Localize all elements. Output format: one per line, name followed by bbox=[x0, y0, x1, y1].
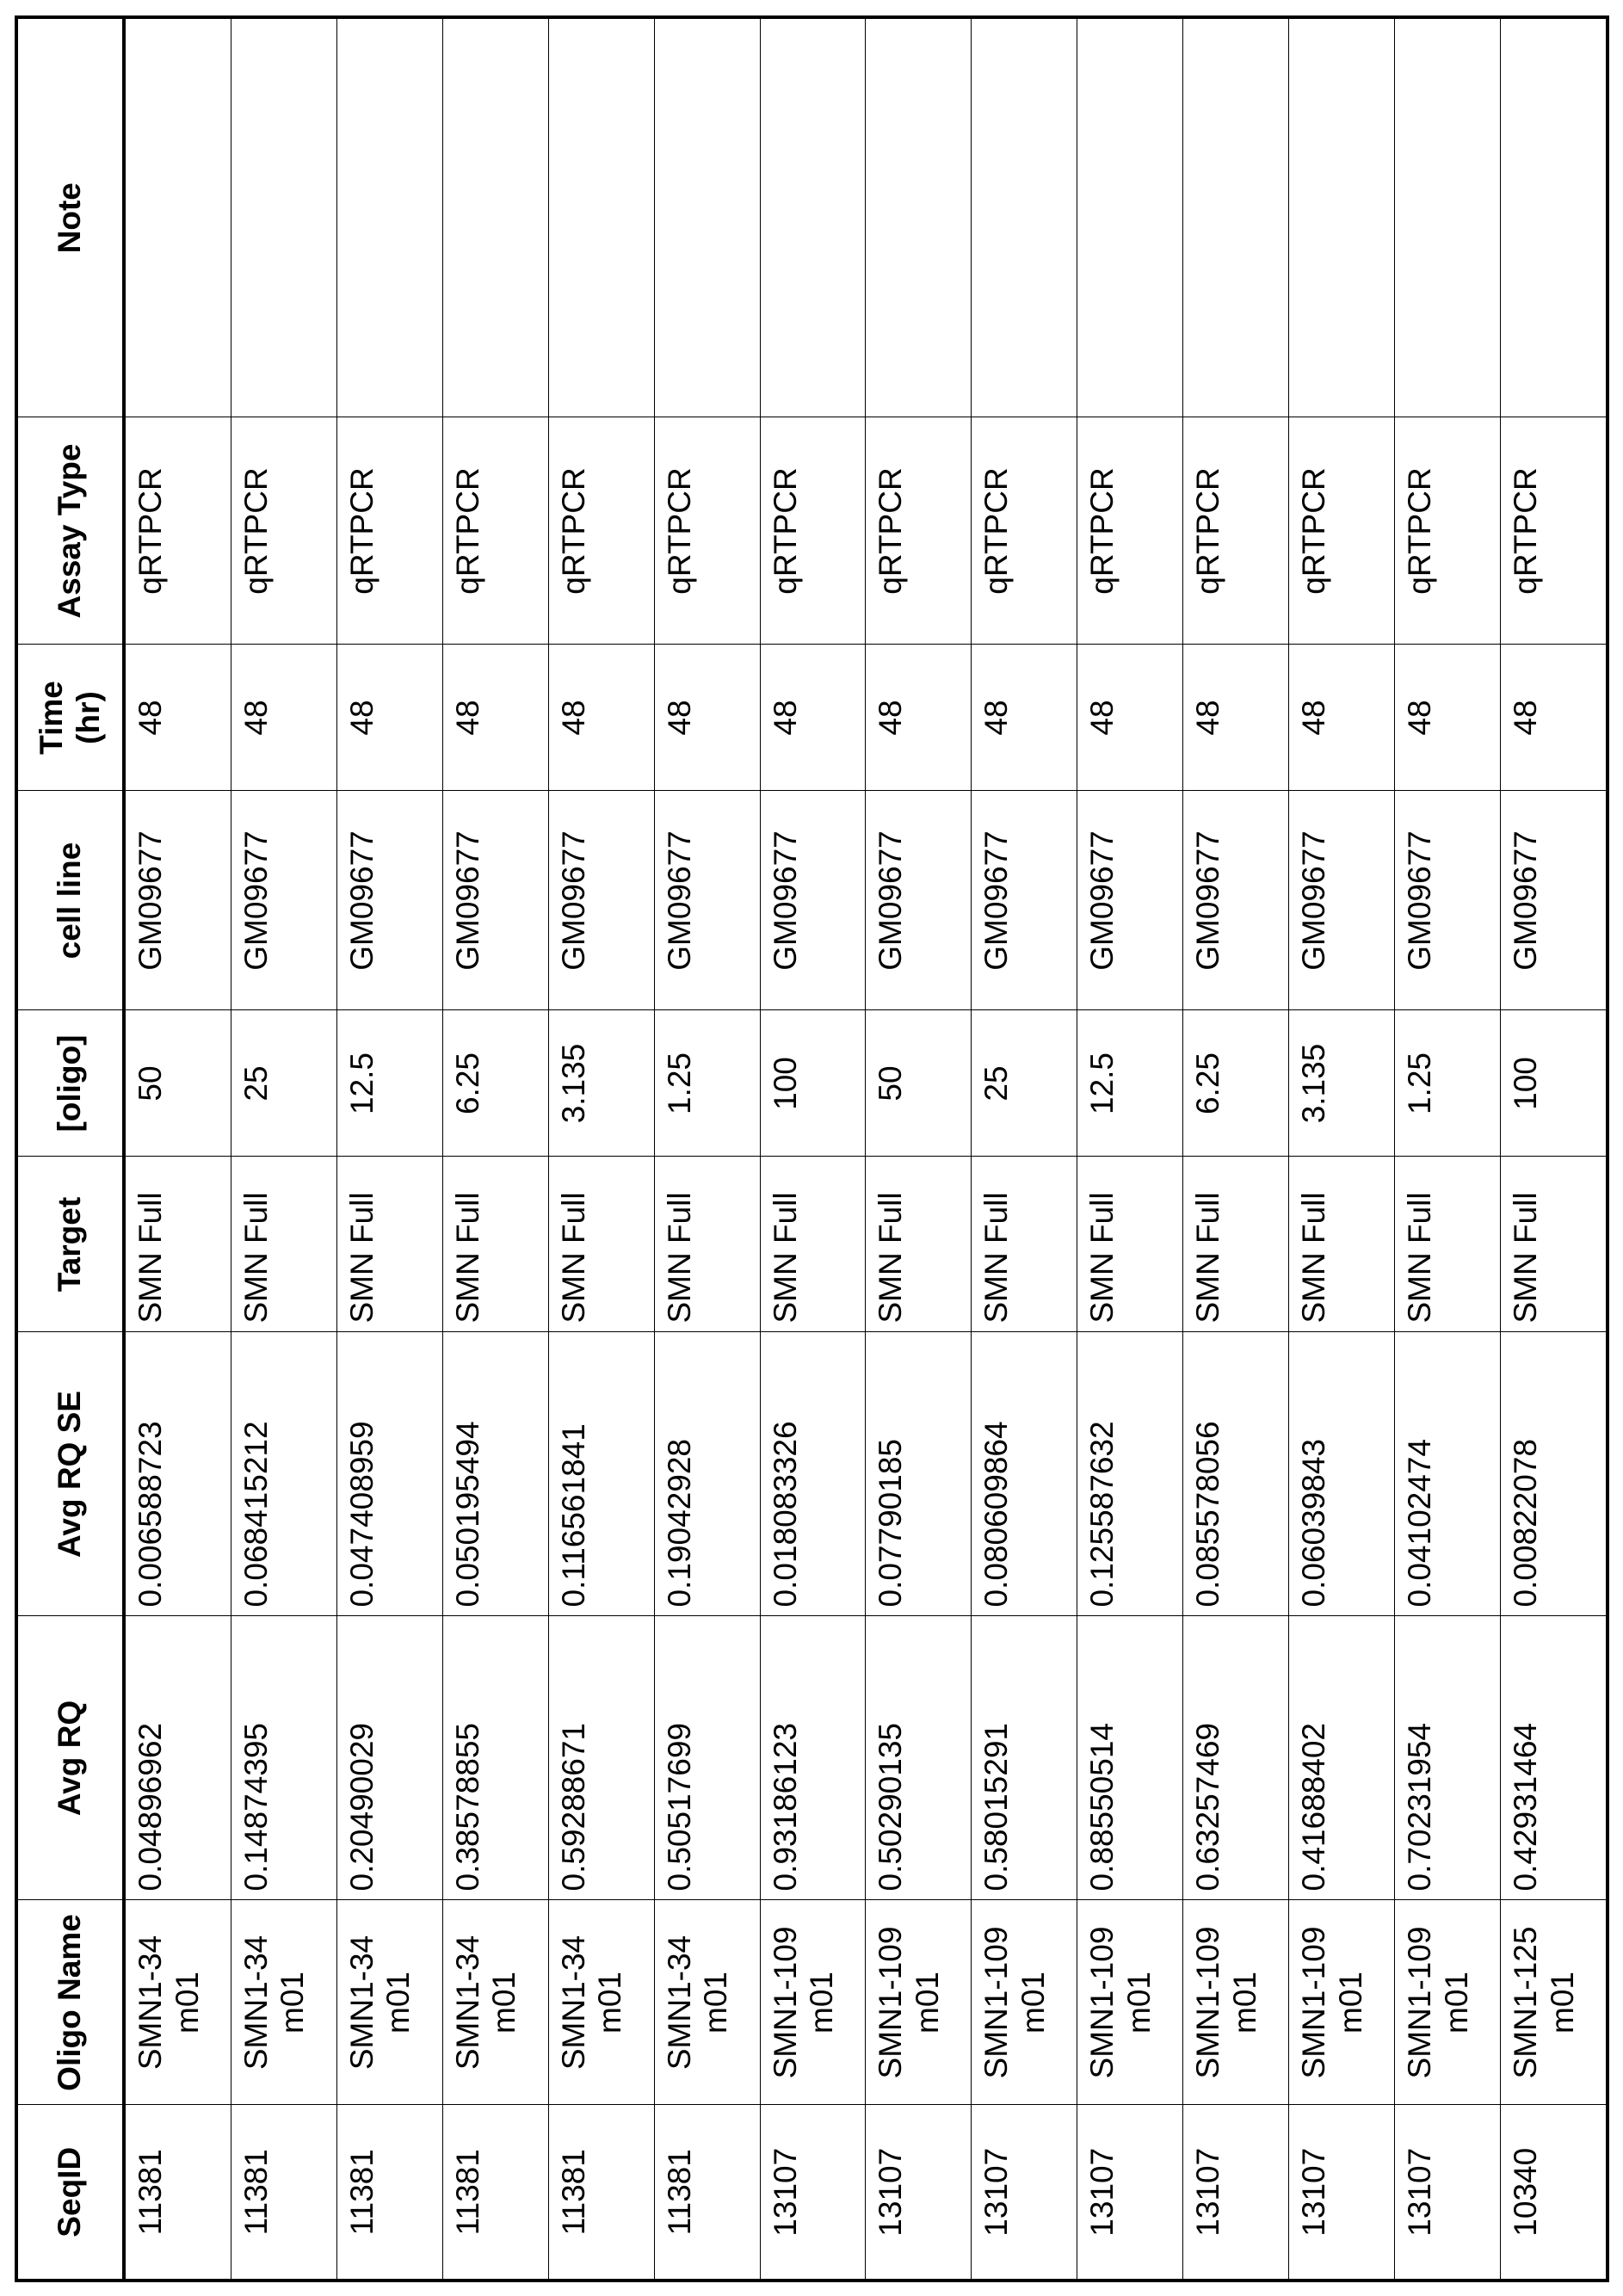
cell-seqid: 11381 bbox=[654, 2105, 760, 2281]
cell-assay-type: qRTPCR bbox=[1395, 417, 1501, 645]
cell-cell-line: GM09677 bbox=[231, 791, 336, 1010]
cell-oligo-name: SMN1-34 m01 bbox=[336, 1900, 442, 2105]
cell-assay-type: qRTPCR bbox=[866, 417, 972, 645]
cell-cell-line: GM09677 bbox=[442, 791, 548, 1010]
cell-oligo-name: SMN1-125 m01 bbox=[1501, 1900, 1608, 2105]
cell-seqid: 13107 bbox=[1183, 2105, 1289, 2281]
header-avg-rq: Avg RQ bbox=[16, 1616, 124, 1900]
cell-assay-type: qRTPCR bbox=[654, 417, 760, 645]
cell-avg-rq-se: 0.00822078 bbox=[1501, 1332, 1608, 1616]
cell-avg-rq: 0.93186123 bbox=[760, 1616, 866, 1900]
cell-note bbox=[866, 17, 972, 417]
cell-seqid: 11381 bbox=[231, 2105, 336, 2281]
cell-cell-line: GM09677 bbox=[760, 791, 866, 1010]
cell-oligo-concentration: 6.25 bbox=[442, 1010, 548, 1157]
cell-oligo-name: SMN1-109 m01 bbox=[866, 1900, 972, 2105]
cell-avg-rq-se: 0.050195494 bbox=[442, 1332, 548, 1616]
cell-oligo-concentration: 100 bbox=[1501, 1010, 1608, 1157]
cell-oligo-name: SMN1-34 m01 bbox=[124, 1900, 231, 2105]
cell-avg-rq: 0.41688402 bbox=[1289, 1616, 1395, 1900]
cell-cell-line: GM09677 bbox=[548, 791, 654, 1010]
cell-note bbox=[548, 17, 654, 417]
cell-avg-rq-se: 0.080609864 bbox=[972, 1332, 1077, 1616]
table-row bbox=[336, 17, 442, 2281]
cell-assay-type: qRTPCR bbox=[442, 417, 548, 645]
table-row bbox=[442, 17, 548, 2281]
cell-avg-rq-se: 0.006588723 bbox=[124, 1332, 231, 1616]
cell-time-hr: 48 bbox=[654, 645, 760, 791]
cell-target: SMN Full bbox=[972, 1157, 1077, 1332]
cell-assay-type: qRTPCR bbox=[336, 417, 442, 645]
cell-target: SMN Full bbox=[442, 1157, 548, 1332]
cell-note bbox=[760, 17, 866, 417]
cell-avg-rq: 0.63257469 bbox=[1183, 1616, 1289, 1900]
cell-assay-type: qRTPCR bbox=[1501, 417, 1608, 645]
header-avg-rq-se: Avg RQ SE bbox=[16, 1332, 124, 1616]
cell-avg-rq-se: 0.116561841 bbox=[548, 1332, 654, 1616]
header-note: Note bbox=[16, 17, 124, 417]
cell-seqid: 11381 bbox=[124, 2105, 231, 2281]
cell-seqid: 13107 bbox=[1289, 2105, 1395, 2281]
cell-avg-rq: 0.59288671 bbox=[548, 1616, 654, 1900]
cell-cell-line: GM09677 bbox=[1077, 791, 1183, 1010]
table-row bbox=[1077, 17, 1183, 2281]
cell-seqid: 10340 bbox=[1501, 2105, 1608, 2281]
cell-cell-line: GM09677 bbox=[972, 791, 1077, 1010]
cell-seqid: 13107 bbox=[760, 2105, 866, 2281]
cell-avg-rq-se: 0.018083326 bbox=[760, 1332, 866, 1616]
cell-oligo-concentration: 50 bbox=[124, 1010, 231, 1157]
cell-time-hr: 48 bbox=[1183, 645, 1289, 791]
cell-avg-rq-se: 0.19042928 bbox=[654, 1332, 760, 1616]
table-row bbox=[972, 17, 1077, 2281]
cell-time-hr: 48 bbox=[1077, 645, 1183, 791]
header-target: Target bbox=[16, 1157, 124, 1332]
cell-assay-type: qRTPCR bbox=[1289, 417, 1395, 645]
cell-seqid: 13107 bbox=[972, 2105, 1077, 2281]
cell-avg-rq-se: 0.04102474 bbox=[1395, 1332, 1501, 1616]
cell-time-hr: 48 bbox=[124, 645, 231, 791]
cell-oligo-name: SMN1-34 m01 bbox=[654, 1900, 760, 2105]
cell-oligo-name: SMN1-109 m01 bbox=[760, 1900, 866, 2105]
cell-oligo-concentration: 12.5 bbox=[336, 1010, 442, 1157]
cell-assay-type: qRTPCR bbox=[231, 417, 336, 645]
table-row bbox=[1395, 17, 1501, 2281]
cell-target: SMN Full bbox=[760, 1157, 866, 1332]
cell-time-hr: 48 bbox=[231, 645, 336, 791]
cell-time-hr: 48 bbox=[972, 645, 1077, 791]
cell-oligo-concentration: 12.5 bbox=[1077, 1010, 1183, 1157]
cell-time-hr: 48 bbox=[1395, 645, 1501, 791]
cell-assay-type: qRTPCR bbox=[124, 417, 231, 645]
header-cell-line: cell line bbox=[16, 791, 124, 1010]
cell-target: SMN Full bbox=[124, 1157, 231, 1332]
cell-time-hr: 48 bbox=[1501, 645, 1608, 791]
table-row bbox=[866, 17, 972, 2281]
cell-note bbox=[654, 17, 760, 417]
cell-cell-line: GM09677 bbox=[1395, 791, 1501, 1010]
cell-target: SMN Full bbox=[1289, 1157, 1395, 1332]
cell-avg-rq-se: 0.06039843 bbox=[1289, 1332, 1395, 1616]
cell-avg-rq-se: 0.07790185 bbox=[866, 1332, 972, 1616]
cell-avg-rq: 0.38578855 bbox=[442, 1616, 548, 1900]
table-row bbox=[231, 17, 336, 2281]
cell-target: SMN Full bbox=[1501, 1157, 1608, 1332]
cell-oligo-concentration: 6.25 bbox=[1183, 1010, 1289, 1157]
cell-note bbox=[231, 17, 336, 417]
cell-time-hr: 48 bbox=[1289, 645, 1395, 791]
header-oligo-name: Oligo Name bbox=[16, 1900, 124, 2105]
cell-oligo-name: SMN1-109 m01 bbox=[972, 1900, 1077, 2105]
cell-target: SMN Full bbox=[231, 1157, 336, 1332]
cell-avg-rq-se: 0.047408959 bbox=[336, 1332, 442, 1616]
cell-target: SMN Full bbox=[1395, 1157, 1501, 1332]
cell-target: SMN Full bbox=[654, 1157, 760, 1332]
cell-seqid: 13107 bbox=[1395, 2105, 1501, 2281]
cell-seqid: 11381 bbox=[336, 2105, 442, 2281]
cell-avg-rq: 0.58015291 bbox=[972, 1616, 1077, 1900]
cell-oligo-concentration: 25 bbox=[231, 1010, 336, 1157]
cell-oligo-name: SMN1-34 m01 bbox=[548, 1900, 654, 2105]
cell-oligo-name: SMN1-34 m01 bbox=[231, 1900, 336, 2105]
cell-assay-type: qRTPCR bbox=[548, 417, 654, 645]
cell-time-hr: 48 bbox=[336, 645, 442, 791]
cell-oligo-name: SMN1-109 m01 bbox=[1289, 1900, 1395, 2105]
cell-avg-rq: 0.50290135 bbox=[866, 1616, 972, 1900]
cell-target: SMN Full bbox=[1077, 1157, 1183, 1332]
table-row bbox=[1501, 17, 1608, 2281]
table-row bbox=[1289, 17, 1395, 2281]
results-table bbox=[15, 15, 1609, 2282]
cell-oligo-name: SMN1-109 m01 bbox=[1395, 1900, 1501, 2105]
cell-oligo-name: SMN1-34 m01 bbox=[442, 1900, 548, 2105]
cell-oligo-name: SMN1-109 m01 bbox=[1183, 1900, 1289, 2105]
cell-oligo-concentration: 100 bbox=[760, 1010, 866, 1157]
cell-note bbox=[972, 17, 1077, 417]
table-row bbox=[548, 17, 654, 2281]
cell-time-hr: 48 bbox=[866, 645, 972, 791]
cell-time-hr: 48 bbox=[760, 645, 866, 791]
cell-oligo-concentration: 50 bbox=[866, 1010, 972, 1157]
cell-oligo-concentration: 3.135 bbox=[1289, 1010, 1395, 1157]
cell-avg-rq: 0.88550514 bbox=[1077, 1616, 1183, 1900]
header-seqid: SeqID bbox=[16, 2105, 124, 2281]
cell-note bbox=[1395, 17, 1501, 417]
cell-avg-rq-se: 0.125587632 bbox=[1077, 1332, 1183, 1616]
cell-time-hr: 48 bbox=[442, 645, 548, 791]
cell-avg-rq: 0.50517699 bbox=[654, 1616, 760, 1900]
cell-note bbox=[1077, 17, 1183, 417]
cell-assay-type: qRTPCR bbox=[1183, 417, 1289, 645]
cell-avg-rq: 0.04896962 bbox=[124, 1616, 231, 1900]
cell-avg-rq: 0.70231954 bbox=[1395, 1616, 1501, 1900]
cell-cell-line: GM09677 bbox=[1289, 791, 1395, 1010]
header-time-hr: Time (hr) bbox=[16, 645, 124, 791]
cell-oligo-concentration: 3.135 bbox=[548, 1010, 654, 1157]
header-row bbox=[16, 17, 124, 2281]
cell-target: SMN Full bbox=[336, 1157, 442, 1332]
table-row bbox=[1183, 17, 1289, 2281]
cell-cell-line: GM09677 bbox=[1501, 791, 1608, 1010]
cell-oligo-concentration: 25 bbox=[972, 1010, 1077, 1157]
cell-note bbox=[1501, 17, 1608, 417]
cell-avg-rq-se: 0.085578056 bbox=[1183, 1332, 1289, 1616]
cell-oligo-name: SMN1-109 m01 bbox=[1077, 1900, 1183, 2105]
cell-note bbox=[442, 17, 548, 417]
cell-seqid: 13107 bbox=[1077, 2105, 1183, 2281]
cell-assay-type: qRTPCR bbox=[972, 417, 1077, 645]
cell-avg-rq-se: 0.068415212 bbox=[231, 1332, 336, 1616]
cell-time-hr: 48 bbox=[548, 645, 654, 791]
cell-cell-line: GM09677 bbox=[866, 791, 972, 1010]
cell-oligo-concentration: 1.25 bbox=[654, 1010, 760, 1157]
cell-note bbox=[124, 17, 231, 417]
cell-oligo-concentration: 1.25 bbox=[1395, 1010, 1501, 1157]
cell-avg-rq: 0.42931464 bbox=[1501, 1616, 1608, 1900]
cell-assay-type: qRTPCR bbox=[1077, 417, 1183, 645]
cell-seqid: 13107 bbox=[866, 2105, 972, 2281]
table-row bbox=[124, 17, 231, 2281]
cell-note bbox=[1183, 17, 1289, 417]
cell-avg-rq: 0.14874395 bbox=[231, 1616, 336, 1900]
cell-seqid: 11381 bbox=[442, 2105, 548, 2281]
header-assay-type: Assay Type bbox=[16, 417, 124, 645]
cell-assay-type: qRTPCR bbox=[760, 417, 866, 645]
header-oligo-concentration: [oligo] bbox=[16, 1010, 124, 1157]
cell-target: SMN Full bbox=[1183, 1157, 1289, 1332]
cell-cell-line: GM09677 bbox=[654, 791, 760, 1010]
cell-note bbox=[336, 17, 442, 417]
rotated-table-container bbox=[15, 19, 1609, 2282]
cell-target: SMN Full bbox=[866, 1157, 972, 1332]
table-row bbox=[760, 17, 866, 2281]
cell-note bbox=[1289, 17, 1395, 417]
cell-cell-line: GM09677 bbox=[1183, 791, 1289, 1010]
cell-cell-line: GM09677 bbox=[336, 791, 442, 1010]
cell-target: SMN Full bbox=[548, 1157, 654, 1332]
cell-seqid: 11381 bbox=[548, 2105, 654, 2281]
table-row bbox=[654, 17, 760, 2281]
cell-cell-line: GM09677 bbox=[124, 791, 231, 1010]
cell-avg-rq: 0.20490029 bbox=[336, 1616, 442, 1900]
